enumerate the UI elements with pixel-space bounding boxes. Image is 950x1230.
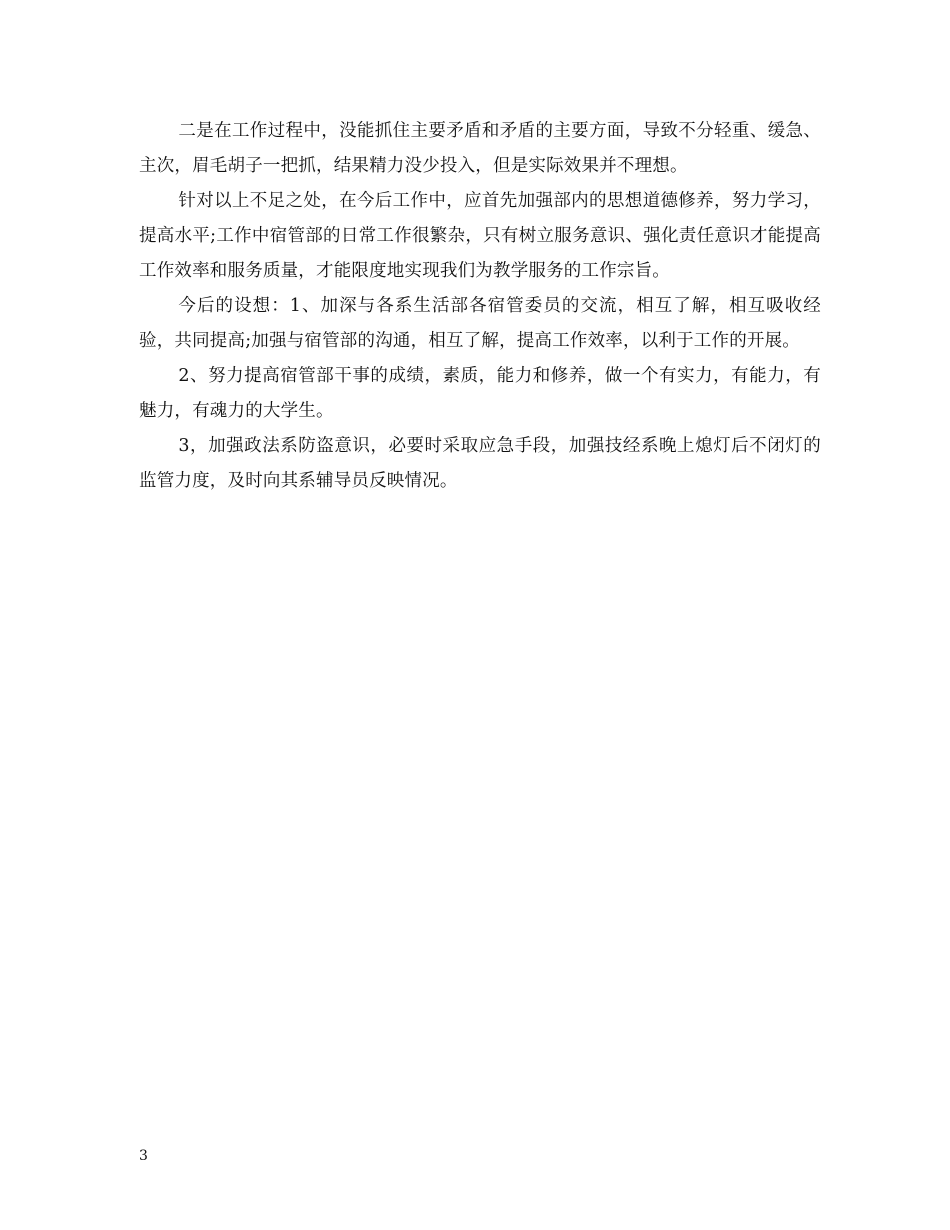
paragraph-2: 针对以上不足之处，在今后工作中，应首先加强部内的思想道德修养，努力学习，提高水平;工作中宿管部的日常工作很繁杂，只有树立服务意识、强化责任意识才能提高工作效率和服务质量，才能限度地实现我们为教学服务的工作宗旨。 <box>139 191 821 281</box>
paragraph-3: 今后的设想：1、加深与各系生活部各宿管委员的交流，相互了解，相互吸收经验，共同提高;加强与宿管部的沟通，相互了解，提高工作效率，以利于工作的开展。 <box>139 296 821 351</box>
page-number: 3 <box>139 1148 148 1164</box>
paragraph-5: 3，加强政法系防盗意识，必要时采取应急手段，加强技经系晚上熄灯后不闭灯的监管力度，及时向其系辅导员反映情况。 <box>139 436 821 491</box>
document-body <box>139 114 821 499</box>
paragraph-1: 二是在工作过程中，没能抓住主要矛盾和矛盾的主要方面，导致不分轻重、缓急、主次，眉毛胡子一把抓，结果精力没少投入，但是实际效果并不理想。 <box>139 121 821 176</box>
paragraph-4: 2、努力提高宿管部干事的成绩，素质，能力和修养，做一个有实力，有能力，有魅力，有魂力的大学生。 <box>139 366 821 421</box>
